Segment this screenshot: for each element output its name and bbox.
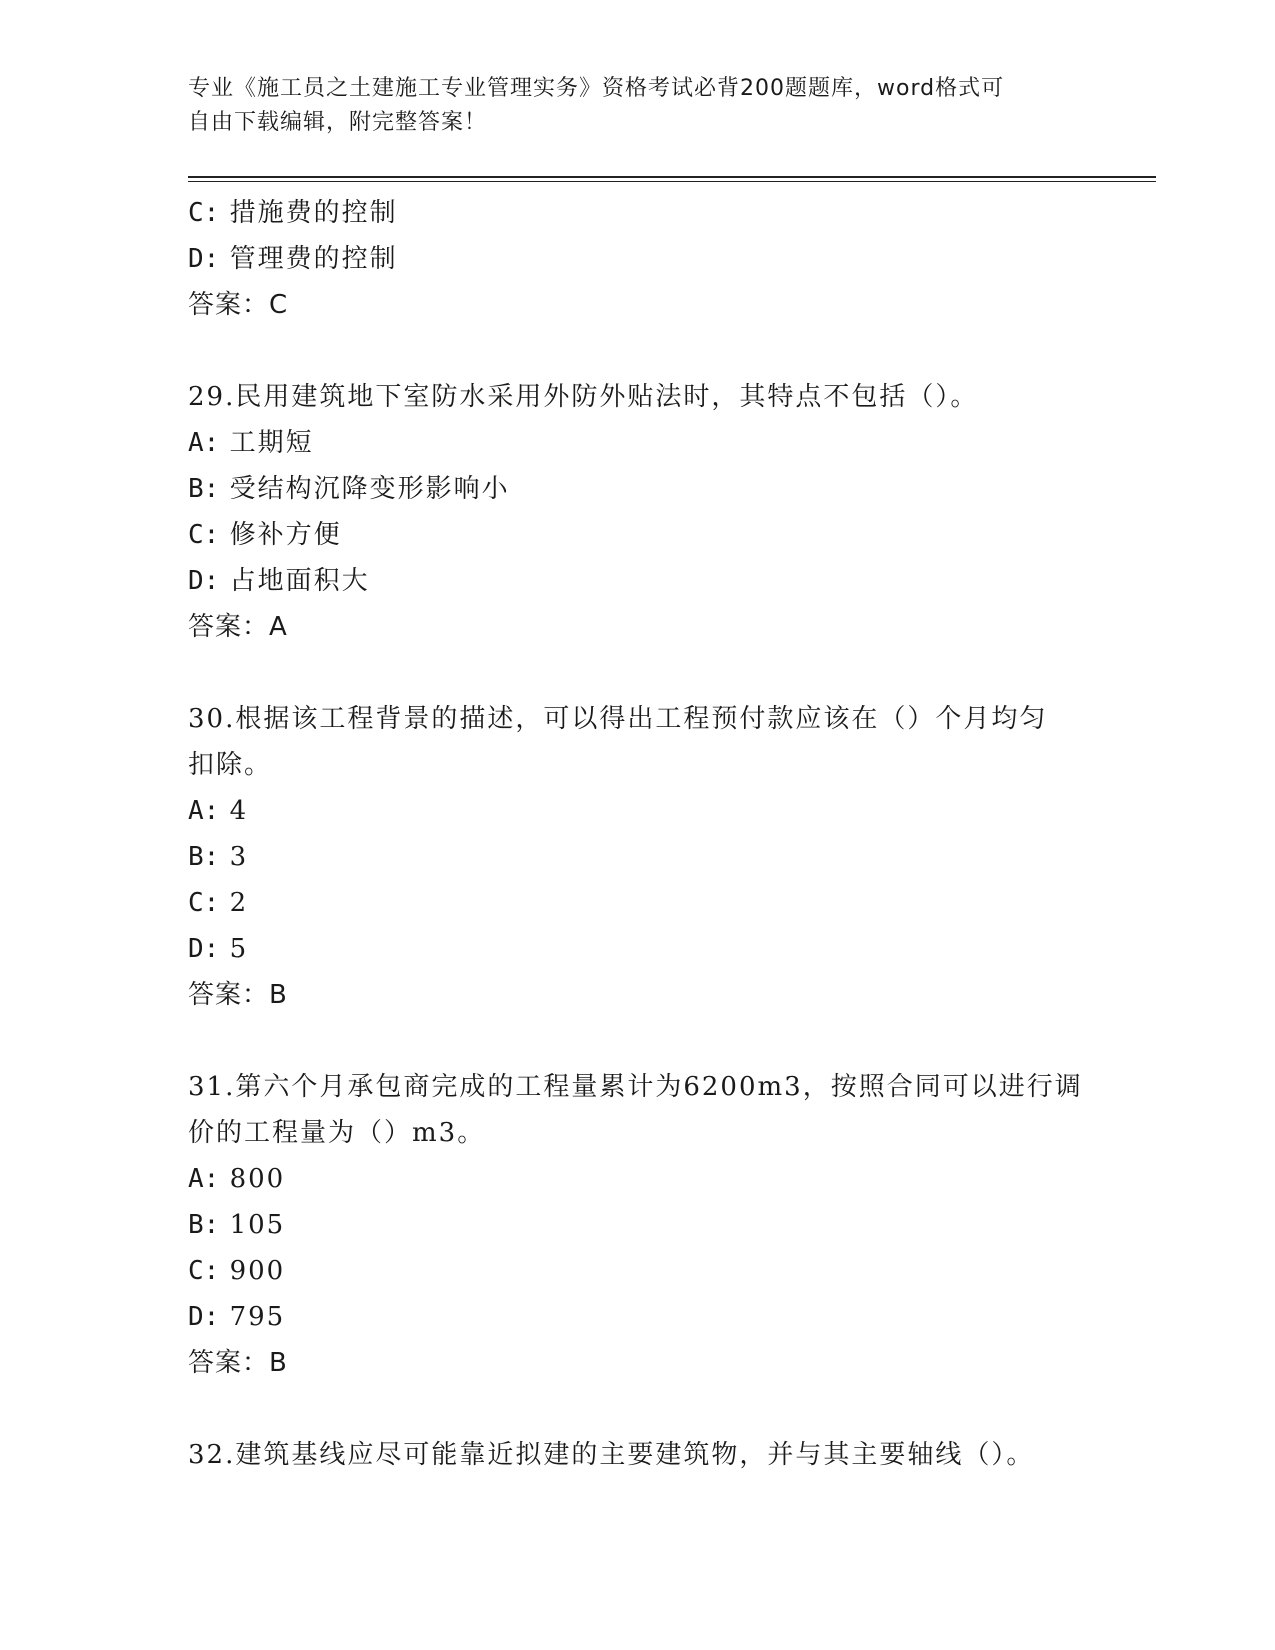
option-letter: C: <box>188 1256 220 1286</box>
answer-line: 答案：A <box>188 612 288 642</box>
option-b <box>188 466 1088 512</box>
option-d <box>188 1294 1088 1340</box>
option-letter: C: <box>188 198 220 228</box>
document-header <box>188 72 1078 140</box>
header-title-line-2: 自由下载编辑，附完整答案！ <box>188 110 488 135</box>
question-stem-line-2: 扣除。 <box>188 750 273 780</box>
option-letter: C: <box>188 888 220 918</box>
header-title-line-1: 专业《施工员之土建施工专业管理实务》资格考试必背200题题库，word格式可 <box>188 76 1005 101</box>
question-32-block <box>188 1432 1088 1478</box>
question-30-block <box>188 696 1088 1018</box>
option-letter: A: <box>188 796 220 826</box>
option-text: 占地面积大 <box>229 566 370 596</box>
option-letter: B: <box>188 474 220 504</box>
option-text: 800 <box>229 1164 286 1194</box>
option-text: 4 <box>229 796 249 826</box>
option-letter: D: <box>188 244 220 274</box>
option-b <box>188 1202 1088 1248</box>
option-text: 3 <box>229 842 249 872</box>
option-d <box>188 926 1088 972</box>
option-letter: A: <box>188 1164 220 1194</box>
option-letter: C: <box>188 520 220 550</box>
option-a <box>188 420 1088 466</box>
question-stem: 29.民用建筑地下室防水采用外防外贴法时，其特点不包括（）。 <box>188 382 979 412</box>
option-text: 措施费的控制 <box>229 198 398 228</box>
question-31-block <box>188 1064 1088 1386</box>
option-text: 795 <box>229 1302 286 1332</box>
option-text: 工期短 <box>229 428 314 458</box>
option-text: 管理费的控制 <box>229 244 398 274</box>
option-d <box>188 236 1088 282</box>
option-d <box>188 558 1088 604</box>
question-29-block <box>188 374 1088 650</box>
option-text: 受结构沉降变形影响小 <box>229 474 510 504</box>
option-text: 5 <box>229 934 249 964</box>
option-c <box>188 190 1088 236</box>
option-b <box>188 834 1088 880</box>
question-stem-line-1: 31.第六个月承包商完成的工程量累计为6200m3，按照合同可以进行调 <box>188 1072 1083 1102</box>
option-c <box>188 1248 1088 1294</box>
spacer <box>188 1386 1088 1432</box>
option-letter: B: <box>188 842 220 872</box>
prev-question-block <box>188 190 1088 328</box>
option-text: 105 <box>229 1210 286 1240</box>
question-list <box>188 190 1088 1478</box>
spacer <box>188 650 1088 696</box>
option-letter: A: <box>188 428 220 458</box>
option-letter: D: <box>188 1302 220 1332</box>
header-divider-thin <box>188 181 1156 182</box>
question-stem-line-2: 价的工程量为（）m3。 <box>188 1118 486 1148</box>
option-a <box>188 788 1088 834</box>
option-c <box>188 512 1088 558</box>
answer-line: 答案：C <box>188 290 289 320</box>
option-letter: B: <box>188 1210 220 1240</box>
question-stem: 32.建筑基线应尽可能靠近拟建的主要建筑物，并与其主要轴线（）。 <box>188 1440 1035 1470</box>
option-text: 修补方便 <box>229 520 342 550</box>
header-divider-thick <box>188 176 1156 178</box>
spacer <box>188 1018 1088 1064</box>
option-letter: D: <box>188 934 220 964</box>
option-c <box>188 880 1088 926</box>
option-text: 900 <box>229 1256 286 1286</box>
question-stem-line-1: 30.根据该工程背景的描述，可以得出工程预付款应该在（）个月均匀 <box>188 704 1048 734</box>
spacer <box>188 328 1088 374</box>
answer-line: 答案：B <box>188 980 288 1010</box>
option-letter: D: <box>188 566 220 596</box>
answer-line: 答案：B <box>188 1348 288 1378</box>
option-text: 2 <box>229 888 249 918</box>
option-a <box>188 1156 1088 1202</box>
